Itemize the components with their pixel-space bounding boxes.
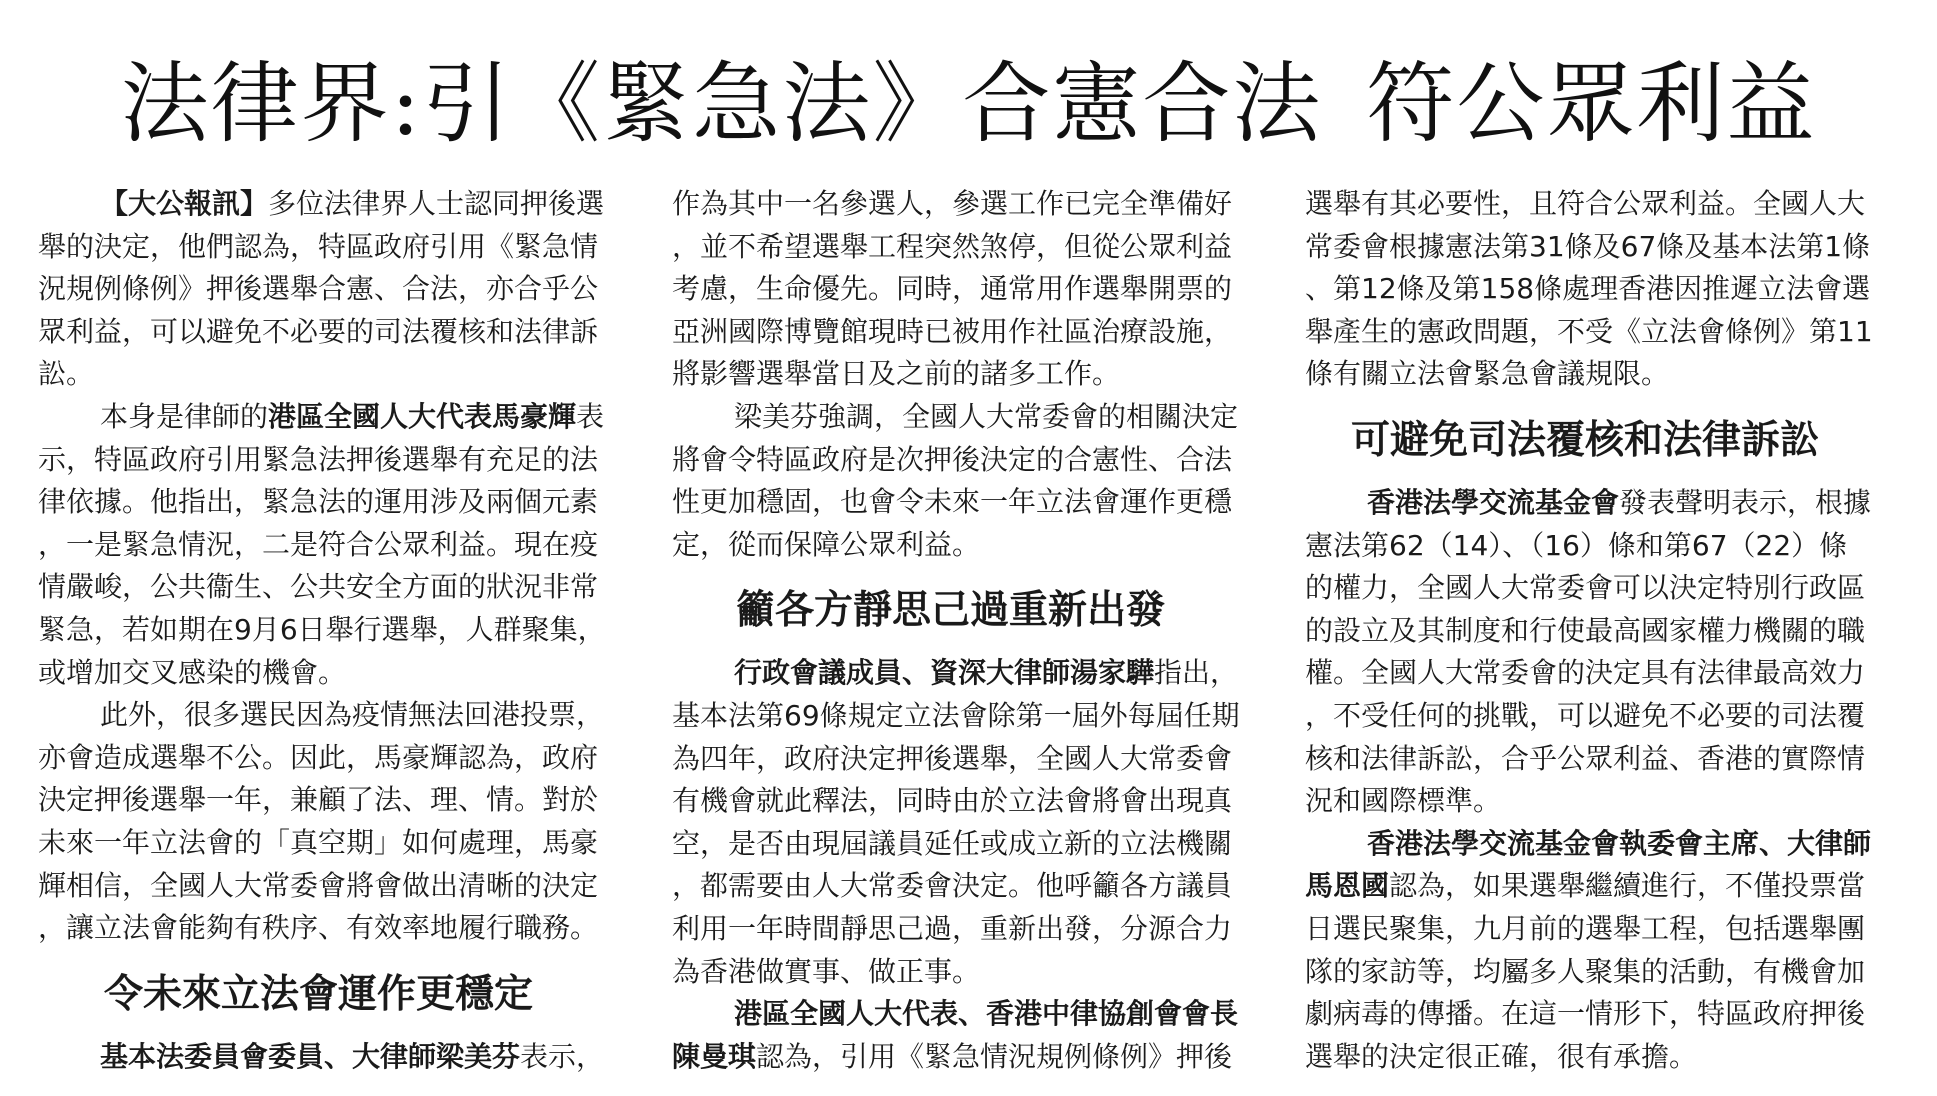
body-text: 條有關立法會緊急會議規限。	[1305, 357, 1670, 391]
text-line	[672, 823, 1262, 866]
text-line	[672, 1036, 1262, 1079]
body-text: 訟。	[38, 357, 95, 391]
body-text: 認為，引用《緊急情況規例條例》押後	[756, 1039, 1233, 1073]
bold-name-text: 基本法委員會委員、大律師梁美芬	[100, 1039, 521, 1073]
text-line	[38, 822, 628, 865]
body-text: 的權力，全國人大常委會可以決定特別行政區	[1305, 571, 1866, 605]
text-line	[1305, 610, 1895, 653]
body-text: ，不受任何的挑戰，可以避免不必要的司法覆	[1305, 698, 1866, 732]
paragraph	[38, 694, 628, 950]
text-line	[672, 268, 1262, 311]
text-line	[672, 353, 1262, 396]
text-line	[672, 993, 1262, 1036]
text-line	[38, 694, 628, 737]
paragraph	[672, 396, 1262, 566]
text-line	[1305, 993, 1895, 1036]
body-text: 認為，如果選舉繼續進行，不僅投票當	[1389, 869, 1866, 903]
body-text: 緊急，若如期在9月6日舉行選舉，人群聚集，	[38, 612, 606, 646]
body-text: 有機會就此釋法，同時由於立法會將會出現真	[672, 784, 1233, 818]
bold-name-text: 【大公報訊】	[100, 187, 269, 220]
paragraph	[672, 993, 1262, 1036]
text-line	[1305, 780, 1895, 823]
body-text: 表	[576, 399, 605, 433]
text-line	[672, 481, 1262, 524]
text-line	[1305, 695, 1895, 738]
body-text: 此外，很多選民因為疫情無法回港投票，	[100, 698, 605, 732]
text-line	[672, 226, 1262, 269]
body-text: 、第12條及第158條處理香港因推遲立法會選	[1305, 272, 1871, 306]
text-line	[38, 353, 628, 396]
text-line	[38, 737, 628, 780]
body-text: 選舉的決定很正確，很有承擔。	[1305, 1039, 1698, 1073]
bold-name-text: 香港法學交流基金會	[1367, 485, 1620, 519]
text-line	[38, 779, 628, 822]
body-text: 常委會根據憲法第31條及67條及基本法第1條	[1305, 229, 1871, 263]
paragraph	[38, 396, 628, 694]
body-text: 定，從而保障公眾利益。	[672, 527, 981, 561]
text-line	[38, 268, 628, 311]
subheading: 令未來立法會運作更穩定	[104, 970, 534, 1017]
body-text: 為香港做實事、做正事。	[672, 954, 981, 988]
paragraph	[1305, 482, 1895, 823]
body-text: 憲法第62（14）、（16）條和第67（22）條	[1305, 528, 1848, 562]
body-text: 將影響選舉當日及之前的諸多工作。	[672, 357, 1121, 391]
body-text: 權。全國人大常委會的決定具有法律最高效力	[1305, 656, 1866, 690]
body-text: 劇病毒的傳播。在這一情形下，特區政府押後	[1305, 997, 1866, 1031]
body-text: 情嚴峻，公共衞生、公共安全方面的狀況非常	[38, 570, 599, 604]
text-line	[1305, 183, 1895, 226]
body-text: 性更加穩固，也會令未來一年立法會運作更穩	[672, 485, 1233, 519]
text-line	[1305, 311, 1895, 354]
body-text: 的設立及其制度和行使最高國家權力機關的職	[1305, 613, 1866, 647]
article-column-1	[38, 183, 628, 1078]
text-line	[672, 865, 1262, 908]
body-text: ，一是緊急情況，二是符合公眾利益。現在疫	[38, 527, 599, 561]
body-text: 輝相信，全國人大常委會將會做出清晰的決定	[38, 868, 599, 902]
paragraph	[1305, 823, 1895, 866]
text-line	[1305, 268, 1895, 311]
text-line	[1305, 951, 1895, 994]
text-line	[672, 183, 1262, 226]
text-line	[38, 439, 628, 482]
text-line	[1305, 865, 1895, 908]
article-column-2	[672, 183, 1262, 1078]
headline	[0, 52, 1937, 156]
text-line	[1305, 567, 1895, 610]
body-text: 利用一年時間靜思己過，重新出發，分源合力	[672, 911, 1233, 945]
text-line	[38, 183, 628, 226]
text-line	[672, 908, 1262, 951]
bold-name-text: 馬恩國	[1305, 869, 1390, 903]
text-line	[672, 951, 1262, 994]
text-line	[672, 524, 1262, 567]
text-line	[38, 865, 628, 908]
text-line	[672, 738, 1262, 781]
body-text: 隊的家訪等，均屬多人聚集的活動，有機會加	[1305, 954, 1866, 988]
paragraph	[38, 183, 628, 396]
text-line	[1305, 353, 1895, 396]
paragraph	[672, 183, 1262, 396]
body-text: 況規例條例》押後選舉合憲、合法，亦合乎公	[38, 272, 599, 306]
body-text: 作為其中一名參選人，參選工作已完全準備好	[672, 187, 1233, 220]
paragraph	[1305, 865, 1895, 1078]
bold-name-text: 行政會議成員、資深大律師湯家驊	[734, 656, 1155, 690]
bold-name-text: 港區全國人大代表馬豪輝	[268, 399, 577, 433]
text-line	[38, 652, 628, 695]
bold-name-text: 陳曼琪	[672, 1039, 757, 1073]
text-line	[38, 311, 628, 354]
body-text: 將會令特區政府是次押後決定的合憲性、合法	[672, 442, 1233, 476]
text-line	[672, 439, 1262, 482]
text-line	[38, 481, 628, 524]
text-line	[1305, 1036, 1895, 1079]
bold-name-text: 香港法學交流基金會執委會主席、大律師	[1367, 826, 1872, 860]
text-line	[1305, 652, 1895, 695]
body-text: 指出，	[1154, 656, 1239, 690]
body-text: 本身是律師的	[100, 399, 269, 433]
text-line	[1305, 226, 1895, 269]
body-text: 日選民聚集，九月前的選舉工程，包括選舉團	[1305, 911, 1866, 945]
text-line	[38, 609, 628, 652]
body-text: 基本法第69條規定立法會除第一屆外每屆任期	[672, 698, 1240, 732]
body-text: 空，是否由現屆議員延任或成立新的立法機關	[672, 826, 1233, 860]
text-line	[1305, 908, 1895, 951]
text-line	[672, 780, 1262, 823]
text-line	[672, 652, 1262, 695]
text-line	[38, 1036, 628, 1079]
paragraph	[38, 1036, 628, 1079]
body-text: 亞洲國際博覽館現時已被用作社區治療設施，	[672, 314, 1233, 348]
body-text: 律依據。他指出，緊急法的運用涉及兩個元素	[38, 485, 599, 519]
text-line	[1305, 525, 1895, 568]
body-text: 為四年，政府決定押後選舉，全國人大常委會	[672, 741, 1233, 775]
body-text: ，都需要由人大常委會決定。他呼籲各方議員	[672, 869, 1233, 903]
text-line	[38, 907, 628, 950]
body-text: 核和法律訴訟，合乎公眾利益、香港的實際情	[1305, 741, 1866, 775]
text-line	[38, 524, 628, 567]
text-line	[1305, 738, 1895, 781]
paragraph	[672, 1036, 1262, 1079]
body-text: ，讓立法會能夠有秩序、有效率地履行職務。	[38, 911, 599, 945]
body-text: 亦會造成選舉不公。因此，馬豪輝認為，政府	[38, 740, 599, 774]
text-line	[38, 566, 628, 609]
body-text: 舉產生的憲政問題，不受《立法會條例》第11	[1305, 314, 1873, 348]
text-line	[672, 311, 1262, 354]
body-text: 多位法律界人士認同押後選	[268, 187, 605, 220]
body-text: 舉的決定，他們認為，特區政府引用《緊急情	[38, 229, 599, 263]
body-text: 決定押後選舉一年，兼顧了法、理、情。對於	[38, 783, 599, 817]
paragraph	[1305, 183, 1895, 396]
subheading: 可避免司法覆核和法律訴訟	[1351, 416, 1820, 463]
body-text: 況和國際標準。	[1305, 784, 1502, 818]
body-text: 梁美芬強調，全國人大常委會的相關決定	[734, 399, 1239, 433]
subheading: 籲各方靜思己過重新出發	[736, 587, 1166, 634]
body-text: 眾利益，可以避免不必要的司法覆核和法律訴	[38, 314, 599, 348]
body-text: 表示，	[520, 1039, 605, 1073]
text-line	[38, 226, 628, 269]
body-text: 未來一年立法會的「真空期」如何處理，馬豪	[38, 825, 599, 859]
text-line	[672, 396, 1262, 439]
body-text: 選舉有其必要性，且符合公眾利益。全國人大	[1305, 187, 1866, 220]
body-text: 發表聲明表示，根據	[1619, 485, 1872, 519]
article-column-3	[1305, 183, 1895, 1078]
body-text: 示，特區政府引用緊急法押後選舉有充足的法	[38, 442, 599, 476]
headline-main: 法律界:引《緊急法》合憲合法	[120, 52, 1323, 155]
text-line	[1305, 482, 1895, 525]
body-text: 考慮，生命優先。同時，通常用作選舉開票的	[672, 272, 1233, 306]
text-line	[1305, 823, 1895, 866]
headline-sub: 符公眾利益	[1366, 52, 1817, 155]
bold-name-text: 港區全國人大代表、香港中律協創會會長	[734, 997, 1239, 1031]
body-text: 或增加交叉感染的機會。	[38, 655, 347, 689]
body-text: ，並不希望選舉工程突然煞停，但從公眾利益	[672, 229, 1233, 263]
text-line	[38, 396, 628, 439]
paragraph	[672, 652, 1262, 993]
text-line	[672, 695, 1262, 738]
